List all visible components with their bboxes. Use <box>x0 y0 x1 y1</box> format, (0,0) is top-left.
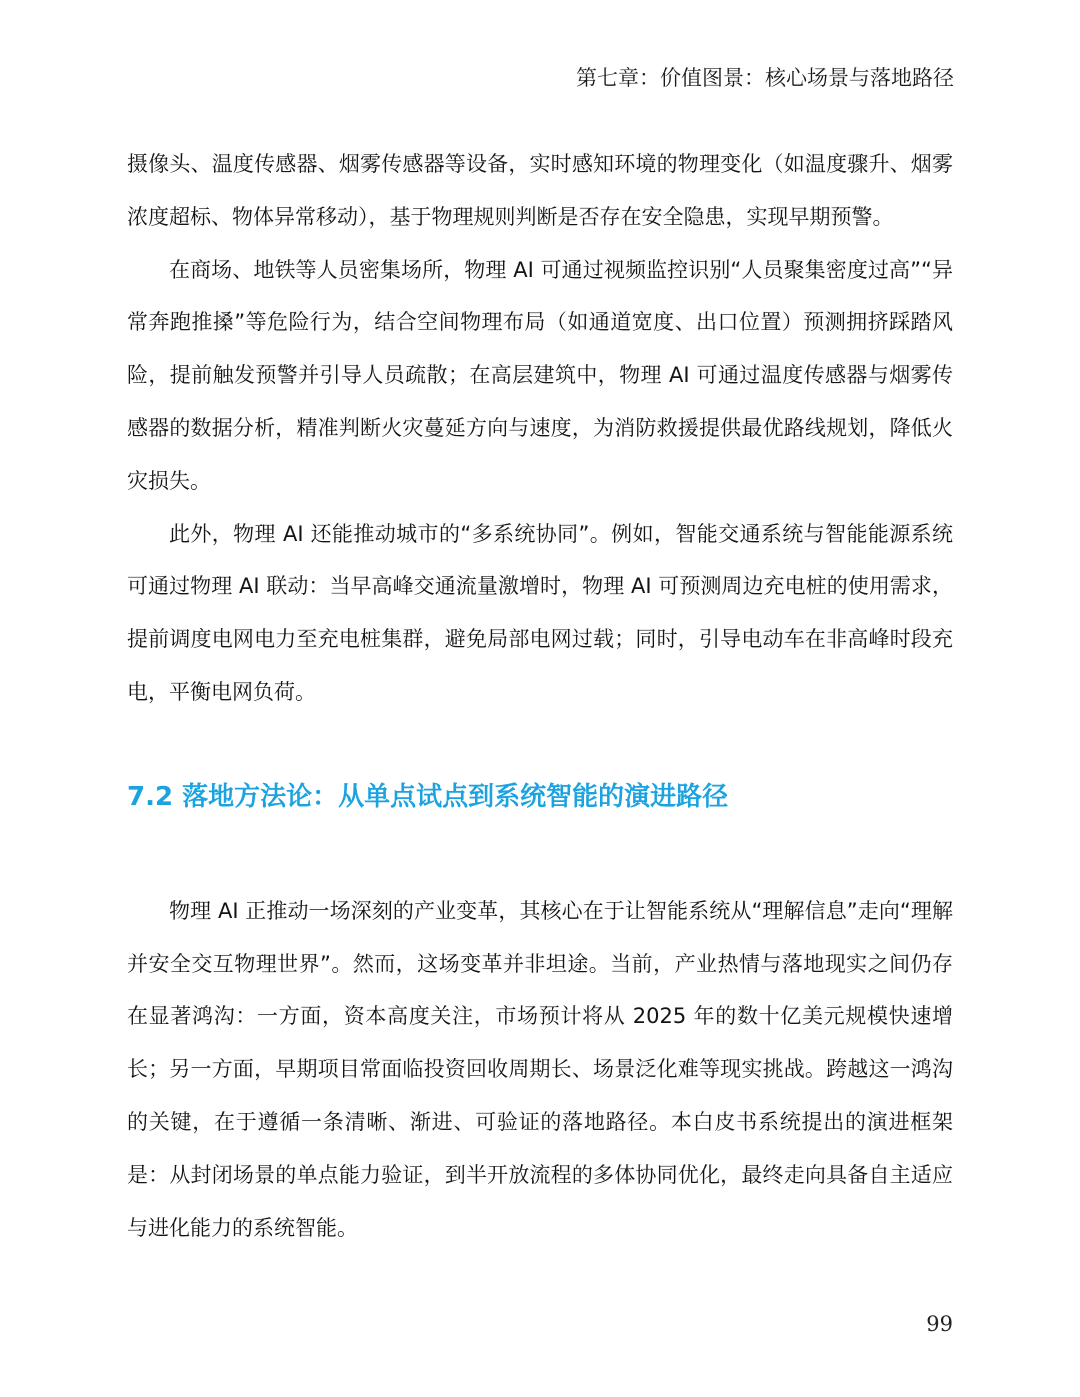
paragraph-continuation: 摄像头、温度传感器、烟雾传感器等设备，实时感知环境的物理变化（如温度骤升、烟雾浓度超标、物体异常移动），基于物理规则判断是否存在安全隐患，实现早期预警。 <box>127 152 953 229</box>
paragraph-multi-system-coordination: 此外，物理 AI 还能推动城市的“多系统协同”。例如，智能交通系统与智能能源系统可通过物理 AI 联动：当早高峰交通流量激增时，物理 AI 可预测周边充电桩的使用需求，提前调度电网电力至充电桩集群，避免局部电网过载；同时，引导电动车在非高峰时段充电，平衡电网负荷。 <box>127 521 953 704</box>
section-heading-7-2: 7.2 落地方法论：从单点试点到系统智能的演进路径 <box>127 781 729 812</box>
section-spacer <box>127 837 953 885</box>
paragraph-public-safety: 在商场、地铁等人员密集场所，物理 AI 可通过视频监控识别“人员聚集密度过高”“异常奔跑推搡”等危险行为，结合空间物理布局（如通道宽度、出口位置）预测拥挤踩踏风险，提前触发预警并引导人员疏散；在高层建筑中，物理 AI 可通过温度传感器与烟雾传感器的数据分析，精准判断火灾蔓延方向与速度，为消防救援提供最优路线规划，降低火灾损失。 <box>127 257 954 493</box>
page-number: 99 <box>926 1312 953 1336</box>
chapter-running-header: 第七章：价值图景：核心场景与落地路径 <box>576 66 954 90</box>
page-body <box>127 138 953 1254</box>
paragraph-methodology-intro: 物理 AI 正推动一场深刻的产业变革，其核心在于让智能系统从“理解信息”走向“理解并安全交互物理世界”。然而，这场变革并非坦途。当前，产业热情与落地现实之间仍存在显著鸿沟：一方面，资本高度关注，市场预计将从 2025 年的数十亿美元规模快速增长；另一方面，早期项目常面临投资回收周期长、场景泛化难等现实挑战。跨越这一鸿沟的关键，在于遵循一条清晰、渐进、可验证的落地路径。本白皮书系统提出的演进框架是：从封闭场景的单点能力验证，到半开放流程的多体协同优化，最终走向具备自主适应与进化能力的系统智能。 <box>127 898 953 1240</box>
